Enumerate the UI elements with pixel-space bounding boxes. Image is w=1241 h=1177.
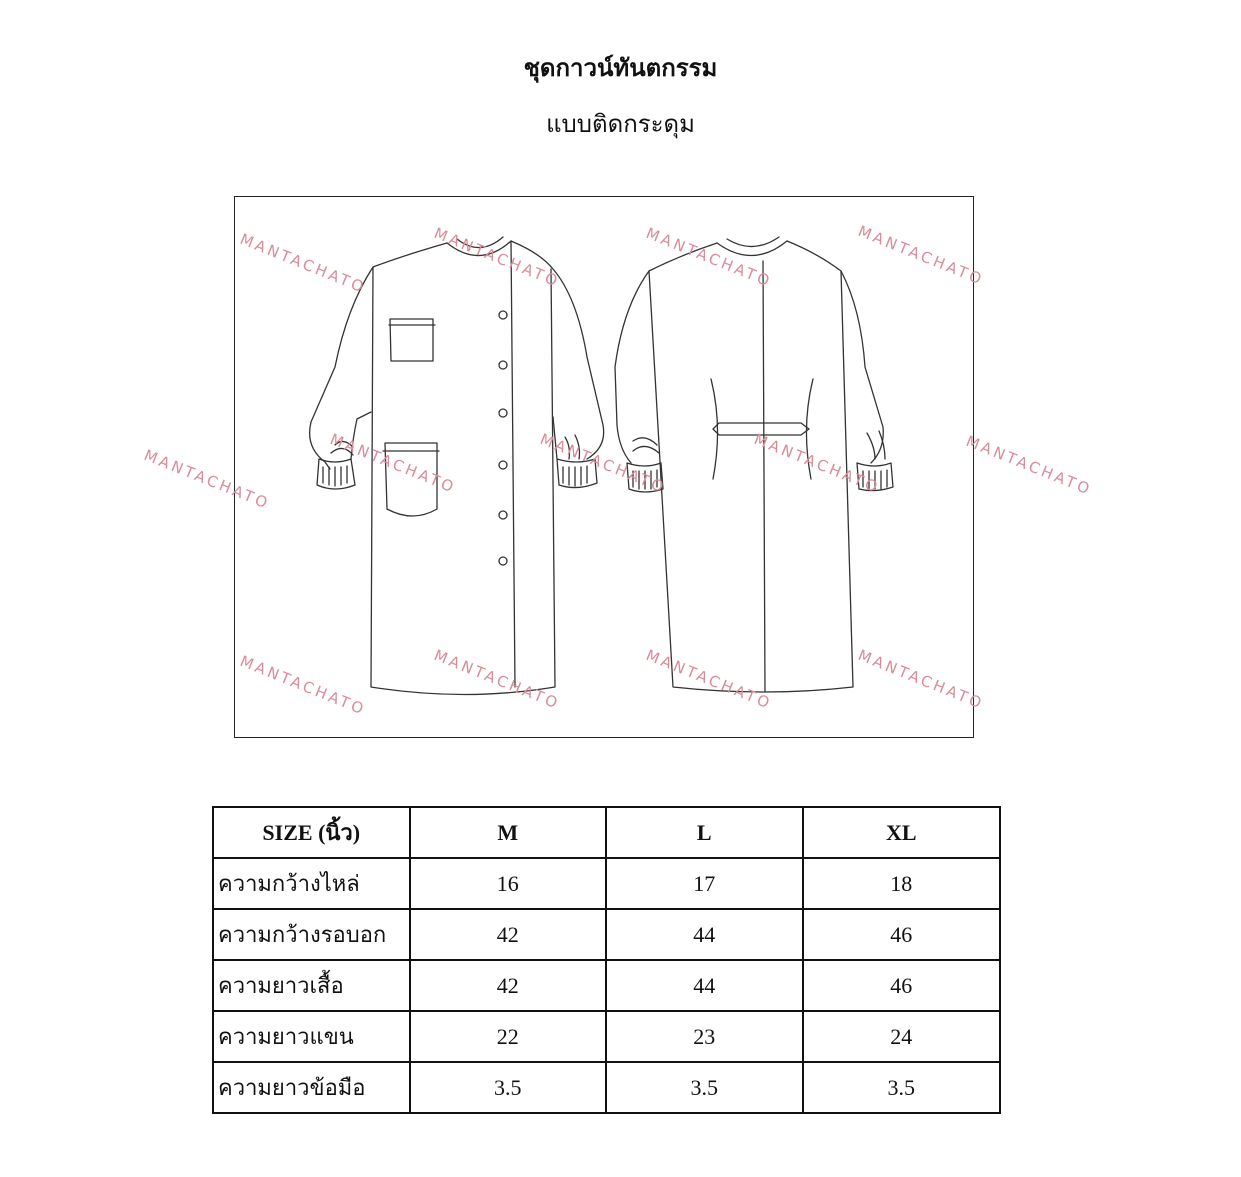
cell-m: 3.5 [410,1062,606,1113]
table-row [213,960,1000,1011]
header-size: SIZE (นิ้ว) [213,807,410,858]
row-label: ความกว้างไหล่ [213,858,410,909]
cell-xl: 18 [803,858,1001,909]
document-subtitle: แบบติดกระดุม [546,112,695,138]
cell-xl: 24 [803,1011,1001,1062]
row-label: ความกว้างรอบอก [213,909,410,960]
cell-xl: 46 [803,909,1001,960]
cell-l: 17 [606,858,802,909]
front-view-gown [310,237,604,695]
watermark-text: MANTACHATO [141,446,273,513]
gown-drawing [141,197,1095,739]
table-header-row [213,807,1000,858]
row-label: ความยาวแขน [213,1011,410,1062]
watermark-text: MANTACHATO [643,224,775,291]
back-view-gown [615,237,893,692]
row-label: ความยาวเสื้อ [213,960,410,1011]
cell-xl: 3.5 [803,1062,1001,1113]
watermark-text: MANTACHATO [431,646,563,713]
watermark-text: MANTACHATO [855,646,987,713]
watermark-text: MANTACHATO [431,224,563,291]
cell-m: 16 [410,858,606,909]
gown-illustration [141,196,1095,738]
cell-l: 23 [606,1011,802,1062]
size-chart-table [212,806,1001,1114]
header-xl: XL [803,807,1001,858]
watermarks [142,222,1095,719]
header-l: L [606,807,802,858]
table-row [213,909,1000,960]
cell-l: 3.5 [606,1062,802,1113]
watermark-text: MANTACHATO [237,230,369,297]
watermark-text: MANTACHATO [751,430,883,497]
table-row [213,858,1000,909]
cell-m: 22 [410,1011,606,1062]
watermark-text: MANTACHATO [327,430,459,497]
row-label: ความยาวข้อมือ [213,1062,410,1113]
table-row [213,1062,1000,1113]
watermark-text: MANTACHATO [643,646,775,713]
document-title: ชุดกาวน์ทันตกรรม [523,56,718,82]
table-row [213,1011,1000,1062]
cell-l: 44 [606,960,802,1011]
cell-m: 42 [410,909,606,960]
watermark-text: MANTACHATO [237,652,369,719]
cell-m: 42 [410,960,606,1011]
watermark-text: MANTACHATO [963,432,1095,499]
cell-xl: 46 [803,960,1001,1011]
header-m: M [410,807,606,858]
cell-l: 44 [606,909,802,960]
watermark-text: MANTACHATO [537,430,669,497]
watermark-text: MANTACHATO [855,222,987,289]
